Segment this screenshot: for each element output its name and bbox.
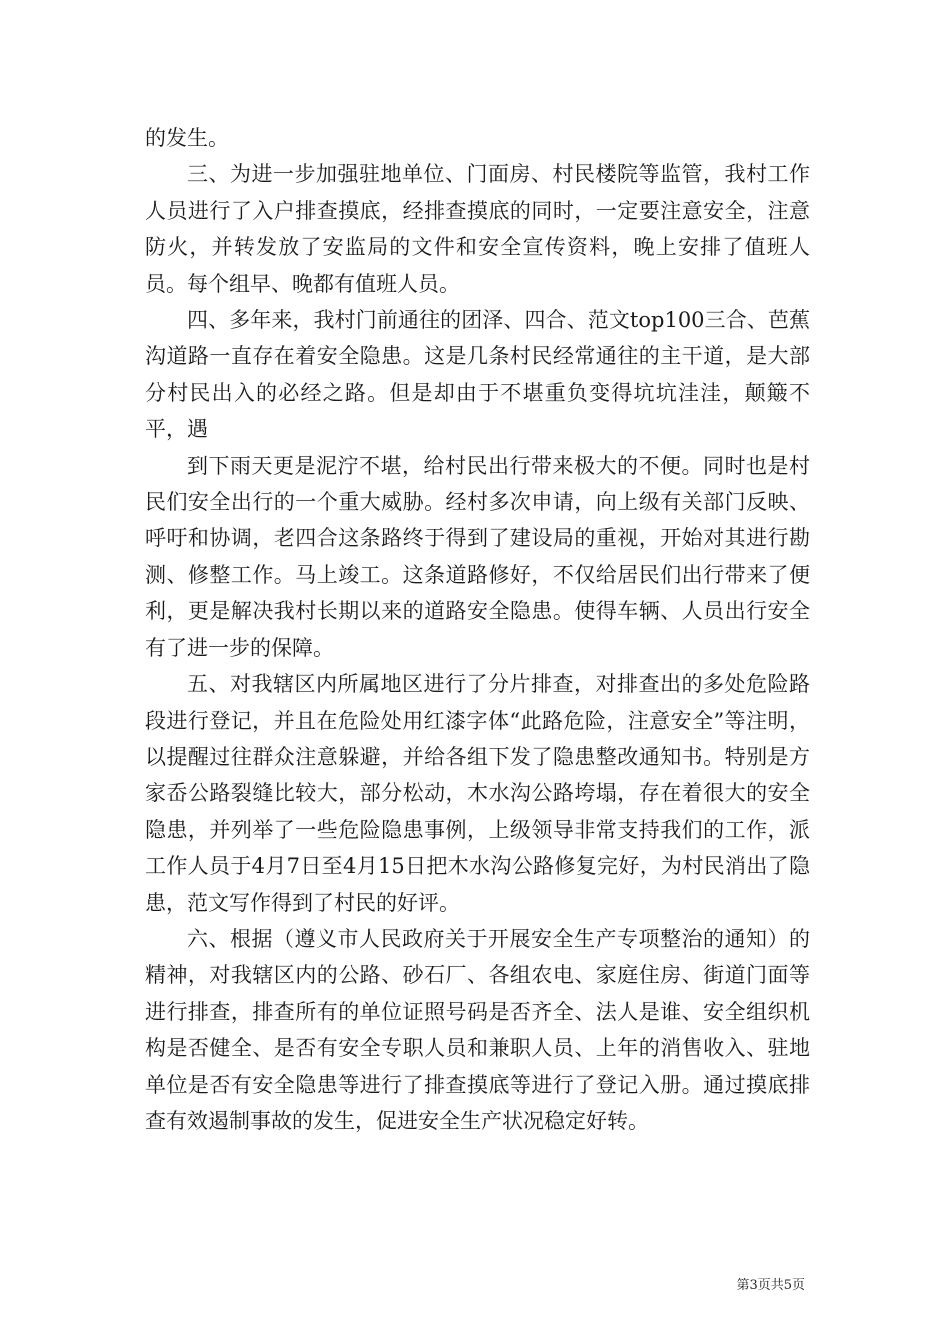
paragraph-section-3: 三、为进一步加强驻地单位、门面房、村民楼院等监管，我村工作人员进行了入户排查摸底，经排查摸底的同时，一定要注意安全，注意防火，并转发放了安监局的文件和安全宣传资料，晚上安排了值班人员。每个组早、晚都有值班人员。 xyxy=(145,162,810,296)
paragraph-section-4-continued: 到下雨天更是泥泞不堪，给村民出行带来极大的不便。同时也是村民们安全出行的一个重大威胁。经村多次申请，向上级有关部门反映、呼吁和协调，老四合这条路终于得到了建设局的重视，开始对其进行勘测、修整工作。马上竣工。这条道路修好，不仅给居民们出行带来了便利，更是解决我村长期以来的道路安全隐患。使得车辆、人员出行安全有了进一步的保障。 xyxy=(145,453,810,660)
page-number-footer: 第3页共5页 xyxy=(736,1278,805,1293)
paragraph-section-6: 六、根据（遵义市人民政府关于开展安全生产专项整治的通知）的精神，对我辖区内的公路、砂石厂、各组农电、家庭住房、街道门面等进行排查，排查所有的单位证照号码是否齐全、法人是谁、安全组织机构是否健全、是否有安全专职人员和兼职人员、上年的消售收入、驻地单位是否有安全隐患等进行了排查摸底等进行了登记入册。通过摸底排查有效遏制事故的发生，促进安全生产状况稳定好转。 xyxy=(145,926,810,1133)
paragraph-section-4: 四、多年来，我村门前通往的团泽、四合、范文top100三合、芭蕉沟道路一直存在着安全隐患。这是几条村民经常通往的主干道，是大部分村民出入的必经之路。但是却由于不堪重负变得坑坑洼洼，颠簸不平，遇 xyxy=(145,308,810,442)
paragraph-section-5: 五、对我辖区内所属地区进行了分片排查，对排查出的多处危险路段进行登记，并且在危险处用红漆字体“此路危险，注意安全”等注明，以提醒过往群众注意躲避，并给各组下发了隐患整改通知书。特别是方家岙公路裂缝比较大，部分松动，木水沟公路垮塌，存在着很大的安全隐患，并列举了一些危险隐患事例，上级领导非常支持我们的工作，派工作人员于4月7日至4月15日把木水沟公路修复完好，为村民消出了隐患，范文写作得到了村民的好评。 xyxy=(145,672,810,915)
document-body xyxy=(145,120,810,1139)
paragraph-continuation: 的发生。 xyxy=(145,126,229,150)
